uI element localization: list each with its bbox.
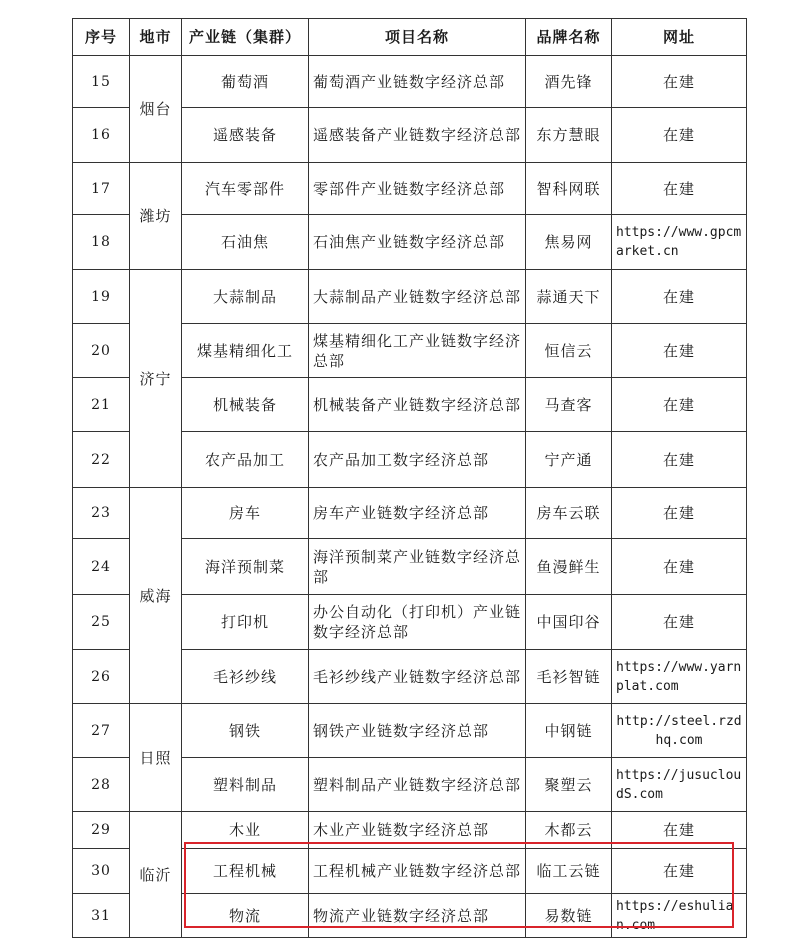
row-project: 石油焦产业链数字经济总部 [309,215,526,270]
row-no: 24 [73,539,130,595]
row-city: 日照 [130,704,182,812]
row-chain: 毛衫纱线 [182,650,309,704]
row-brand: 木都云 [526,812,612,849]
header-city: 地市 [130,19,182,56]
row-url: 在建 [612,324,747,378]
header-url: 网址 [612,19,747,56]
row-chain: 木业 [182,812,309,849]
row-project: 物流产业链数字经济总部 [309,894,526,938]
row-no: 21 [73,378,130,432]
row-no: 30 [73,849,130,894]
row-brand: 蒜通天下 [526,270,612,324]
row-chain: 葡萄酒 [182,56,309,108]
row-chain: 汽车零部件 [182,163,309,215]
row-chain: 机械装备 [182,378,309,432]
row-project: 工程机械产业链数字经济总部 [309,849,526,894]
table-row [73,704,747,758]
row-city: 威海 [130,488,182,704]
row-brand: 焦易网 [526,215,612,270]
row-brand: 恒信云 [526,324,612,378]
row-chain: 打印机 [182,595,309,650]
row-chain: 海洋预制菜 [182,539,309,595]
row-brand: 东方慧眼 [526,108,612,163]
row-url: 在建 [612,488,747,539]
row-brand: 智科网联 [526,163,612,215]
row-no: 15 [73,56,130,108]
row-url: https://www.yarnplat.com [612,650,747,704]
row-project: 农产品加工数字经济总部 [309,432,526,488]
row-brand: 临工云链 [526,849,612,894]
row-no: 28 [73,758,130,812]
row-brand: 宁产通 [526,432,612,488]
row-project: 钢铁产业链数字经济总部 [309,704,526,758]
row-no: 25 [73,595,130,650]
row-no: 17 [73,163,130,215]
row-project: 海洋预制菜产业链数字经济总部 [309,539,526,595]
row-no: 16 [73,108,130,163]
row-chain: 煤基精细化工 [182,324,309,378]
row-url: 在建 [612,595,747,650]
row-url: 在建 [612,432,747,488]
row-brand: 房车云联 [526,488,612,539]
row-project: 毛衫纱线产业链数字经济总部 [309,650,526,704]
row-chain: 钢铁 [182,704,309,758]
row-chain: 物流 [182,894,309,938]
row-brand: 毛衫智链 [526,650,612,704]
row-project: 葡萄酒产业链数字经济总部 [309,56,526,108]
header-chain: 产业链（集群） [182,19,309,56]
table-row [73,812,747,849]
row-url: 在建 [612,812,747,849]
row-city: 临沂 [130,812,182,938]
row-brand: 易数链 [526,894,612,938]
row-url: http://steel.rzdhq.com [612,704,747,758]
row-city: 济宁 [130,270,182,488]
row-city: 潍坊 [130,163,182,270]
row-project: 机械装备产业链数字经济总部 [309,378,526,432]
row-project: 房车产业链数字经济总部 [309,488,526,539]
header-brand: 品牌名称 [526,19,612,56]
row-url: 在建 [612,378,747,432]
row-url: 在建 [612,270,747,324]
row-url: 在建 [612,849,747,894]
row-project: 煤基精细化工产业链数字经济总部 [309,324,526,378]
row-no: 22 [73,432,130,488]
row-url: https://eshulian.com [612,894,747,938]
row-no: 20 [73,324,130,378]
table-row [73,163,747,215]
row-city: 烟台 [130,56,182,163]
row-url: 在建 [612,56,747,108]
header-project: 项目名称 [309,19,526,56]
row-no: 19 [73,270,130,324]
row-brand: 中国印谷 [526,595,612,650]
row-project: 办公自动化（打印机）产业链数字经济总部 [309,595,526,650]
row-project: 塑料制品产业链数字经济总部 [309,758,526,812]
row-brand: 马查客 [526,378,612,432]
header-no: 序号 [73,19,130,56]
table-row [73,488,747,539]
row-chain: 农产品加工 [182,432,309,488]
table-row [73,270,747,324]
table-row [73,56,747,108]
row-url: 在建 [612,108,747,163]
row-chain: 大蒜制品 [182,270,309,324]
row-url: 在建 [612,539,747,595]
row-no: 26 [73,650,130,704]
row-chain: 石油焦 [182,215,309,270]
row-project: 遥感装备产业链数字经济总部 [309,108,526,163]
table-header-row [73,19,747,56]
row-chain: 塑料制品 [182,758,309,812]
row-no: 27 [73,704,130,758]
row-project: 木业产业链数字经济总部 [309,812,526,849]
row-project: 大蒜制品产业链数字经济总部 [309,270,526,324]
row-no: 23 [73,488,130,539]
row-brand: 鱼漫鲜生 [526,539,612,595]
row-no: 31 [73,894,130,938]
row-url: https://jusucloudS.com [612,758,747,812]
row-project: 零部件产业链数字经济总部 [309,163,526,215]
row-brand: 酒先锋 [526,56,612,108]
row-no: 18 [73,215,130,270]
row-chain: 遥感装备 [182,108,309,163]
row-chain: 房车 [182,488,309,539]
document-sheet [72,18,746,938]
row-no: 29 [73,812,130,849]
row-url: 在建 [612,163,747,215]
digital-hq-table [72,18,747,938]
row-chain: 工程机械 [182,849,309,894]
row-url: https://www.gpcmarket.cn [612,215,747,270]
row-brand: 聚塑云 [526,758,612,812]
row-brand: 中钢链 [526,704,612,758]
